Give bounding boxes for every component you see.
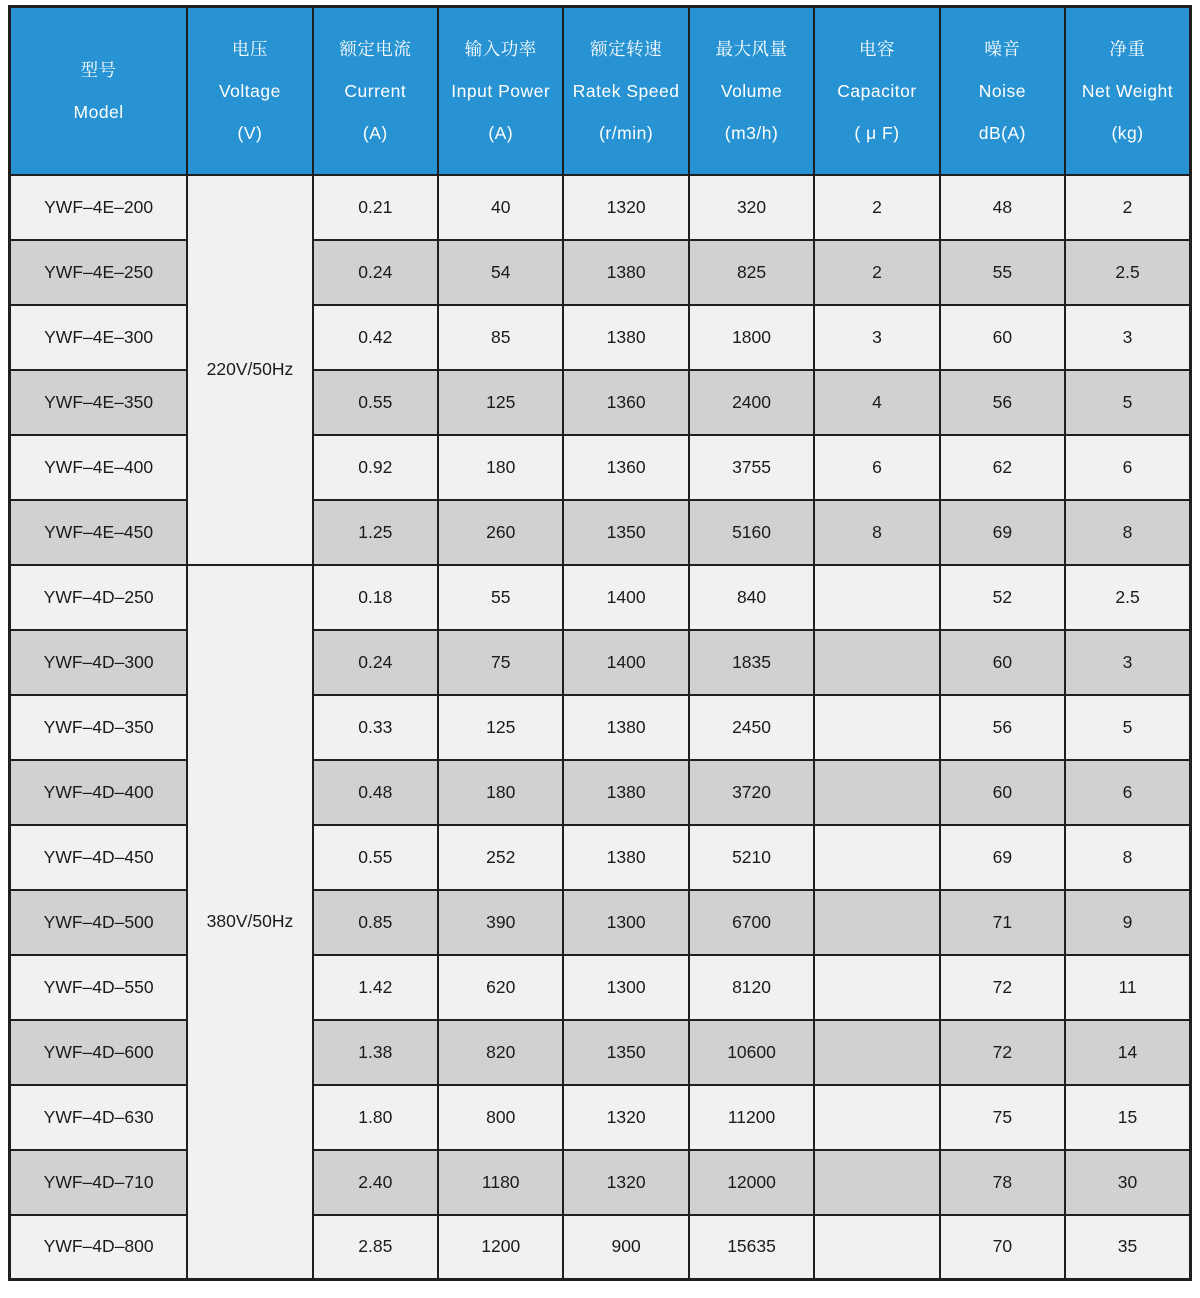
header-model-en-label: Model — [73, 101, 124, 122]
table-row — [10, 695, 1191, 760]
cell-weight: 35 — [1065, 1215, 1190, 1280]
cell-volume: 3720 — [689, 760, 814, 825]
cell-current: 0.48 — [313, 760, 438, 825]
table-row — [10, 890, 1191, 955]
cell-weight: 2 — [1065, 175, 1190, 240]
cell-speed: 1400 — [563, 630, 688, 695]
table-row — [10, 760, 1191, 825]
cell-power: 1180 — [438, 1150, 563, 1215]
cell-volume: 8120 — [689, 955, 814, 1020]
cell-volume: 11200 — [689, 1085, 814, 1150]
header-speed-zh-label: 额定转速 — [590, 38, 663, 59]
header-cell-power — [438, 7, 563, 175]
cell-current: 0.42 — [313, 305, 438, 370]
cell-capacitor — [814, 1085, 939, 1150]
header-power-en-label: Input Power — [451, 80, 551, 101]
cell-power: 800 — [438, 1085, 563, 1150]
cell-power: 260 — [438, 500, 563, 565]
cell-capacitor — [814, 955, 939, 1020]
cell-weight: 6 — [1065, 760, 1190, 825]
cell-model: YWF–4E–450 — [10, 500, 188, 565]
cell-weight: 3 — [1065, 305, 1190, 370]
table-row — [10, 1150, 1191, 1215]
cell-model: YWF–4D–400 — [10, 760, 188, 825]
cell-noise: 78 — [940, 1150, 1065, 1215]
cell-weight: 5 — [1065, 370, 1190, 435]
cell-weight: 9 — [1065, 890, 1190, 955]
header-current-unit-label: (A) — [362, 122, 388, 143]
header-speed-en-label: Ratek Speed — [572, 80, 680, 101]
header-noise-zh-label: 噪音 — [984, 38, 1021, 59]
cell-power: 125 — [438, 695, 563, 760]
cell-power: 85 — [438, 305, 563, 370]
cell-capacitor: 8 — [814, 500, 939, 565]
cell-noise: 56 — [940, 370, 1065, 435]
header-capacitor-unit-label: ( μ F) — [854, 122, 900, 143]
cell-speed: 1360 — [563, 370, 688, 435]
cell-current: 1.42 — [313, 955, 438, 1020]
cell-weight: 3 — [1065, 630, 1190, 695]
cell-noise: 72 — [940, 1020, 1065, 1085]
cell-power: 1200 — [438, 1215, 563, 1280]
header-volume-en-label: Volume — [720, 80, 783, 101]
cell-power: 820 — [438, 1020, 563, 1085]
cell-speed: 1400 — [563, 565, 688, 630]
cell-model: YWF–4D–350 — [10, 695, 188, 760]
header-voltage-zh-label: 电压 — [231, 38, 268, 59]
cell-model: YWF–4E–200 — [10, 175, 188, 240]
cell-speed: 1380 — [563, 305, 688, 370]
cell-current: 0.24 — [313, 630, 438, 695]
cell-noise: 60 — [940, 760, 1065, 825]
cell-noise: 69 — [940, 825, 1065, 890]
cell-speed: 1380 — [563, 825, 688, 890]
cell-weight: 30 — [1065, 1150, 1190, 1215]
spec-table-header — [10, 7, 1191, 175]
cell-weight: 2.5 — [1065, 240, 1190, 305]
cell-power: 40 — [438, 175, 563, 240]
cell-speed: 900 — [563, 1215, 688, 1280]
header-noise-unit-label: dB(A) — [978, 122, 1026, 143]
header-current-en-label: Current — [344, 80, 407, 101]
cell-weight: 11 — [1065, 955, 1190, 1020]
table-row — [10, 1215, 1191, 1280]
cell-speed: 1380 — [563, 240, 688, 305]
cell-current: 0.24 — [313, 240, 438, 305]
cell-speed: 1320 — [563, 175, 688, 240]
cell-power: 252 — [438, 825, 563, 890]
cell-capacitor: 4 — [814, 370, 939, 435]
cell-volume: 1835 — [689, 630, 814, 695]
table-row — [10, 955, 1191, 1020]
cell-volume: 3755 — [689, 435, 814, 500]
cell-volume: 6700 — [689, 890, 814, 955]
cell-current: 0.85 — [313, 890, 438, 955]
cell-volume: 2400 — [689, 370, 814, 435]
cell-noise: 75 — [940, 1085, 1065, 1150]
header-power-zh-label: 输入功率 — [464, 38, 537, 59]
header-cell-capacitor — [814, 7, 939, 175]
cell-weight: 6 — [1065, 435, 1190, 500]
header-volume-zh-label: 最大风量 — [715, 38, 788, 59]
header-weight-en-label: Net Weight — [1081, 80, 1174, 101]
cell-weight: 8 — [1065, 500, 1190, 565]
cell-volume: 5160 — [689, 500, 814, 565]
header-cell-weight — [1065, 7, 1190, 175]
cell-speed: 1380 — [563, 695, 688, 760]
header-cell-model — [10, 7, 188, 175]
cell-model: YWF–4D–450 — [10, 825, 188, 890]
cell-current: 0.21 — [313, 175, 438, 240]
cell-speed: 1350 — [563, 1020, 688, 1085]
cell-noise: 52 — [940, 565, 1065, 630]
cell-power: 180 — [438, 435, 563, 500]
table-row — [10, 500, 1191, 565]
cell-volume: 1800 — [689, 305, 814, 370]
voltage-group-cell: 380V/50Hz — [187, 565, 312, 1280]
cell-capacitor — [814, 1215, 939, 1280]
cell-capacitor: 2 — [814, 175, 939, 240]
cell-current: 0.92 — [313, 435, 438, 500]
cell-noise: 72 — [940, 955, 1065, 1020]
cell-speed: 1300 — [563, 955, 688, 1020]
cell-current: 0.18 — [313, 565, 438, 630]
cell-current: 1.38 — [313, 1020, 438, 1085]
cell-speed: 1350 — [563, 500, 688, 565]
cell-volume: 15635 — [689, 1215, 814, 1280]
cell-noise: 60 — [940, 305, 1065, 370]
cell-power: 54 — [438, 240, 563, 305]
table-row — [10, 565, 1191, 630]
cell-model: YWF–4D–600 — [10, 1020, 188, 1085]
cell-capacitor — [814, 760, 939, 825]
cell-speed: 1360 — [563, 435, 688, 500]
header-volume-unit-label: (m3/h) — [724, 122, 779, 143]
header-cell-volume — [689, 7, 814, 175]
cell-volume: 320 — [689, 175, 814, 240]
header-capacitor-en-label: Capacitor — [837, 80, 917, 101]
cell-capacitor — [814, 695, 939, 760]
header-noise-en-label: Noise — [978, 80, 1026, 101]
header-voltage-unit-label: (V) — [237, 122, 263, 143]
cell-current: 2.85 — [313, 1215, 438, 1280]
cell-capacitor — [814, 825, 939, 890]
cell-weight: 2.5 — [1065, 565, 1190, 630]
table-row — [10, 1020, 1191, 1085]
header-model-zh-label: 型号 — [80, 59, 117, 80]
header-capacitor-zh-label: 电容 — [858, 38, 895, 59]
cell-noise: 56 — [940, 695, 1065, 760]
header-cell-speed — [563, 7, 688, 175]
cell-power: 180 — [438, 760, 563, 825]
cell-model: YWF–4D–800 — [10, 1215, 188, 1280]
cell-weight: 14 — [1065, 1020, 1190, 1085]
cell-model: YWF–4D–550 — [10, 955, 188, 1020]
cell-weight: 8 — [1065, 825, 1190, 890]
cell-noise: 55 — [940, 240, 1065, 305]
header-weight-unit-label: (kg) — [1111, 122, 1144, 143]
cell-current: 1.25 — [313, 500, 438, 565]
cell-noise: 69 — [940, 500, 1065, 565]
cell-speed: 1300 — [563, 890, 688, 955]
cell-current: 0.33 — [313, 695, 438, 760]
cell-power: 390 — [438, 890, 563, 955]
cell-capacitor — [814, 890, 939, 955]
table-row — [10, 370, 1191, 435]
cell-model: YWF–4D–710 — [10, 1150, 188, 1215]
cell-noise: 62 — [940, 435, 1065, 500]
table-row — [10, 825, 1191, 890]
cell-speed: 1320 — [563, 1150, 688, 1215]
cell-current: 0.55 — [313, 370, 438, 435]
cell-capacitor: 2 — [814, 240, 939, 305]
cell-current: 1.80 — [313, 1085, 438, 1150]
header-weight-zh-label: 净重 — [1109, 38, 1146, 59]
table-row — [10, 630, 1191, 695]
header-row — [10, 7, 1191, 175]
cell-volume: 825 — [689, 240, 814, 305]
cell-model: YWF–4E–350 — [10, 370, 188, 435]
header-cell-current — [313, 7, 438, 175]
cell-volume: 12000 — [689, 1150, 814, 1215]
header-power-unit-label: (A) — [488, 122, 514, 143]
cell-model: YWF–4E–400 — [10, 435, 188, 500]
cell-noise: 71 — [940, 890, 1065, 955]
cell-volume: 5210 — [689, 825, 814, 890]
cell-speed: 1380 — [563, 760, 688, 825]
spec-table-body — [10, 175, 1191, 1280]
header-current-zh-label: 额定电流 — [339, 38, 412, 59]
table-row — [10, 1085, 1191, 1150]
table-row — [10, 175, 1191, 240]
cell-weight: 15 — [1065, 1085, 1190, 1150]
table-row — [10, 305, 1191, 370]
cell-power: 75 — [438, 630, 563, 695]
cell-noise: 70 — [940, 1215, 1065, 1280]
cell-noise: 48 — [940, 175, 1065, 240]
header-cell-noise — [940, 7, 1065, 175]
cell-volume: 840 — [689, 565, 814, 630]
cell-speed: 1320 — [563, 1085, 688, 1150]
header-cell-voltage — [187, 7, 312, 175]
cell-capacitor: 6 — [814, 435, 939, 500]
cell-model: YWF–4E–300 — [10, 305, 188, 370]
voltage-group-cell: 220V/50Hz — [187, 175, 312, 565]
fan-spec-table — [8, 5, 1192, 1281]
cell-current: 2.40 — [313, 1150, 438, 1215]
cell-volume: 10600 — [689, 1020, 814, 1085]
header-voltage-en-label: Voltage — [218, 80, 281, 101]
cell-power: 55 — [438, 565, 563, 630]
cell-volume: 2450 — [689, 695, 814, 760]
table-row — [10, 435, 1191, 500]
cell-model: YWF–4D–500 — [10, 890, 188, 955]
cell-model: YWF–4D–250 — [10, 565, 188, 630]
cell-power: 620 — [438, 955, 563, 1020]
table-row — [10, 240, 1191, 305]
cell-model: YWF–4D–300 — [10, 630, 188, 695]
cell-capacitor — [814, 565, 939, 630]
header-speed-unit-label: (r/min) — [599, 122, 654, 143]
cell-capacitor: 3 — [814, 305, 939, 370]
cell-noise: 60 — [940, 630, 1065, 695]
cell-capacitor — [814, 1150, 939, 1215]
cell-capacitor — [814, 630, 939, 695]
cell-model: YWF–4E–250 — [10, 240, 188, 305]
cell-model: YWF–4D–630 — [10, 1085, 188, 1150]
cell-weight: 5 — [1065, 695, 1190, 760]
cell-current: 0.55 — [313, 825, 438, 890]
cell-power: 125 — [438, 370, 563, 435]
cell-capacitor — [814, 1020, 939, 1085]
